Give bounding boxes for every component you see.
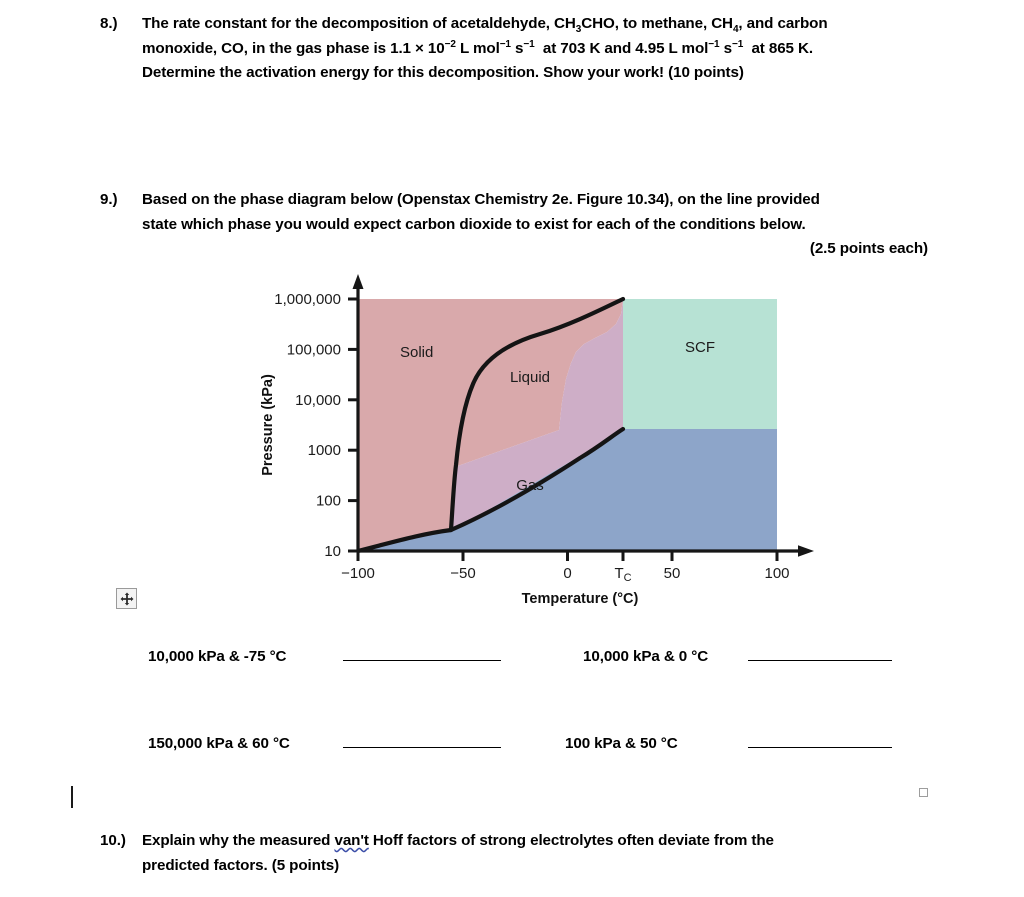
answer-blank-1[interactable] — [343, 646, 501, 661]
region-label-solid: Solid — [400, 344, 434, 361]
spellcheck-flagged-word: van't — [334, 832, 369, 849]
answer-blank-3[interactable] — [343, 733, 501, 748]
question-10-text-after: Hoff factors of strong electrolytes often deviate from the — [368, 832, 774, 849]
question-9 — [98, 188, 928, 262]
x-tick-label: 0 — [563, 565, 572, 582]
answer-label-2: 10,000 kPa & 0 °C — [583, 648, 709, 665]
chart-x-axis-title: Temperature (°C) — [521, 591, 639, 607]
phase-diagram-chart — [240, 262, 860, 607]
question-8-line-2: monoxide, CO, in the gas phase is $1.1 \times 10^{-2}$ L mol$^{-1}$ $s^{-1}$ at 703 K and 4.95 L mol$^{-1}$ $s^{-1}$ at 865 K. — [142, 38, 814, 57]
question-10 — [98, 829, 928, 878]
x-tick-label: −50 — [450, 565, 476, 582]
answer-row-2 — [0, 735, 1024, 757]
question-8-line-3: Determine the activation energy for this decomposition. Show your work! (10 points) — [142, 64, 744, 82]
question-8-line-1: The rate constant for the decomposition of acetaldehyde, $CH_3CHO$, to methane, $CH_4$, and carbon — [142, 15, 828, 36]
x-tick-label: 100 — [764, 565, 790, 582]
chart-regions — [358, 299, 777, 551]
region-label-liquid: Liquid — [509, 369, 551, 386]
text-cursor-icon — [71, 786, 73, 808]
y-tick-label: 1000 — [307, 442, 341, 460]
y-tick-label: 1,000,000 — [274, 291, 341, 308]
chart-x-tick-labels — [341, 565, 789, 584]
answer-label-3: 150,000 kPa & 60 °C — [148, 735, 290, 752]
answer-blank-2[interactable] — [748, 646, 892, 661]
question-8-body — [142, 12, 928, 86]
y-tick-label: 100 — [315, 492, 341, 510]
question-9-body — [142, 188, 928, 262]
question-10-body — [142, 829, 928, 878]
question-10-text-before: Explain why the measured — [142, 832, 335, 849]
question-10-line-2: predicted factors. (5 points) — [142, 856, 340, 874]
question-9-line-1: Based on the phase diagram below (Openstax Chemistry 2e. Figure 10.34), on the line provided — [142, 191, 820, 208]
answer-blank-4[interactable] — [748, 733, 892, 748]
question-10-number: 10.) — [100, 832, 126, 849]
x-tick-label-tc: $T_C$ — [614, 565, 632, 584]
region-scf — [623, 299, 777, 429]
question-8 — [98, 12, 928, 86]
question-9-number: 9.) — [100, 191, 118, 208]
answer-row-1 — [0, 648, 1024, 670]
move-four-arrow-icon[interactable] — [116, 588, 137, 609]
question-8-number: 8.) — [100, 15, 118, 32]
region-label-gas: Gas — [516, 477, 544, 494]
y-tick-label: 100,000 — [286, 341, 341, 359]
answer-label-1: 10,000 kPa & -75 °C — [148, 648, 287, 665]
answer-label-4: 100 kPa & 50 °C — [565, 735, 678, 752]
chart-y-tick-labels — [274, 291, 341, 560]
y-tick-label: 10,000 — [295, 391, 341, 409]
question-10-line-1 — [142, 829, 928, 854]
object-anchor-icon[interactable] — [919, 788, 928, 797]
region-label-scf: SCF — [685, 339, 715, 356]
chart-y-axis-title: Pressure (kPa) — [260, 374, 276, 476]
x-tick-label: −100 — [341, 565, 375, 582]
y-tick-label: 10 — [324, 543, 341, 560]
x-tick-label: 50 — [663, 565, 681, 582]
question-9-points-note: (2.5 points each) — [809, 240, 928, 258]
question-9-line-2: state which phase you would expect carbon dioxide to exist for each of the conditions below. — [142, 215, 806, 233]
